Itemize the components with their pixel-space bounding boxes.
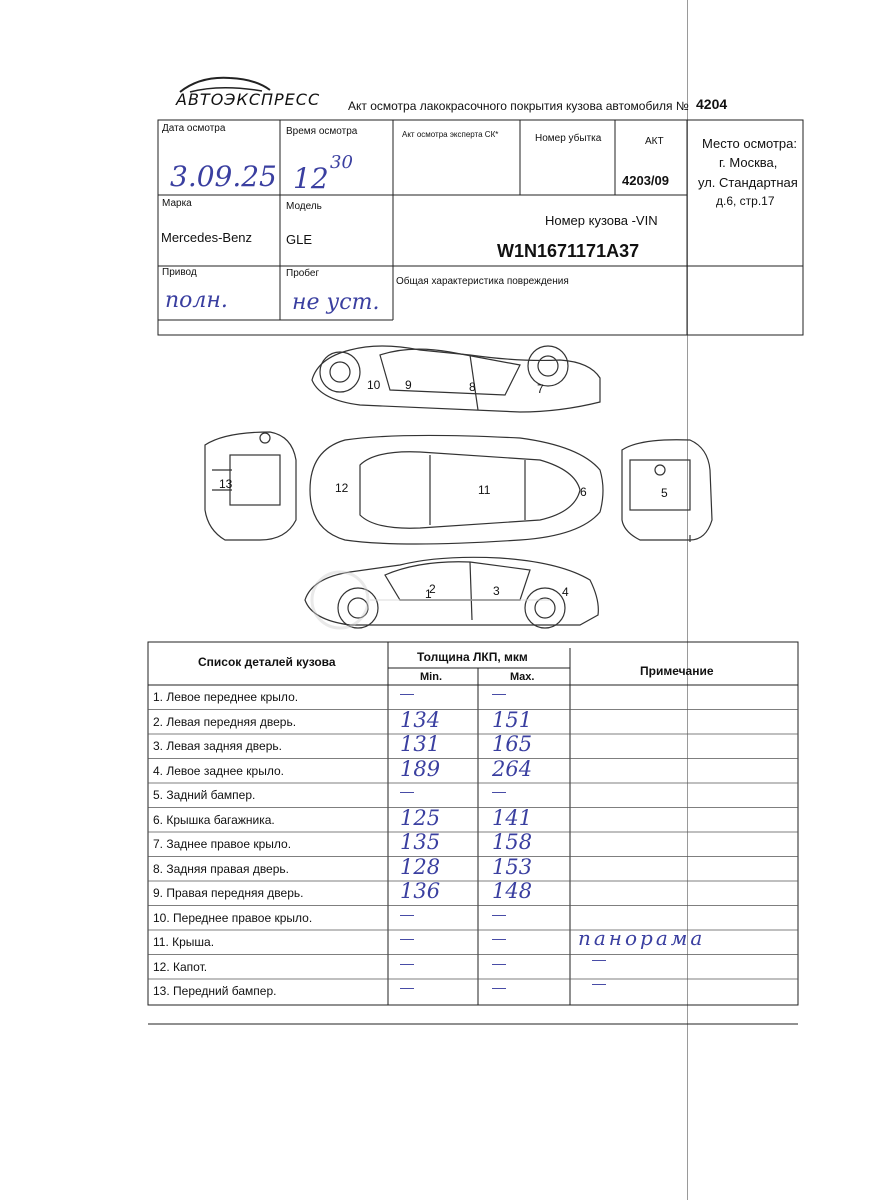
row-label-9: 9. Правая передняя дверь.	[153, 886, 304, 900]
max-column-header: Max.	[510, 671, 535, 683]
panel-number-9: 9	[405, 378, 412, 392]
watermark-logo-icon	[300, 555, 560, 645]
row-max-13: —	[492, 979, 506, 995]
min-column-header: Min.	[420, 671, 442, 683]
row-max-5: —	[492, 783, 506, 799]
thickness-column-header: Толщина ЛКП, мкм	[417, 650, 528, 664]
row-max-8: 153	[492, 854, 533, 879]
row-min-11: —	[400, 930, 414, 946]
row-label-13: 13. Передний бампер.	[153, 984, 277, 998]
time-hour: 12	[293, 162, 329, 195]
mileage-value: не уст.	[292, 290, 380, 315]
row-min-4: 189	[400, 756, 441, 781]
panel-number-13: 13	[219, 477, 233, 491]
document-title: Акт осмотра лакокрасочного покрытия кузова автомобиля №	[348, 99, 689, 113]
row-min-9: 136	[400, 879, 441, 903]
act-value: 4203/09	[622, 173, 669, 188]
row-min-13: —	[400, 979, 414, 995]
model-label: Модель	[286, 201, 322, 212]
vin-value: W1N1671171A37	[497, 241, 640, 261]
row-label-6: 6. Крышка багажника.	[153, 812, 275, 827]
row-max-12: —	[492, 954, 506, 971]
document-number: 4204	[696, 96, 728, 112]
damage-label: Общая характеристика повреждения	[396, 276, 569, 287]
row-max-4: 264	[492, 756, 533, 781]
panel-number-5: 5	[661, 486, 668, 500]
row-max-11: —	[492, 930, 506, 946]
row-max-3: 165	[492, 732, 533, 756]
panel-number-2: 2	[429, 582, 436, 596]
row-min-2: 134	[400, 707, 441, 732]
act-label: АКТ	[645, 136, 664, 147]
panel-number-8: 8	[469, 380, 476, 394]
row-min-8: 128	[400, 854, 441, 879]
row-max-9: 148	[492, 879, 533, 903]
row-min-3: 131	[400, 732, 441, 756]
loss-number-label: Номер убытка	[535, 133, 602, 144]
row-label-2: 2. Левая передняя дверь.	[153, 714, 297, 729]
row-label-4: 4. Левое заднее крыло.	[153, 763, 284, 778]
brand-value: Mercedes-Benz	[161, 230, 253, 245]
row-label-7: 7. Заднее правое крыло.	[153, 837, 292, 851]
row-label-1: 1. Левое переднее крыло.	[153, 690, 299, 704]
row-label-8: 8. Задняя правая дверь.	[153, 861, 289, 876]
row-label-10: 10. Переднее правое крыло.	[153, 910, 313, 925]
drive-value: полн.	[165, 288, 228, 313]
place-line-3: д.6, стр.17	[716, 194, 775, 208]
expert-act-label: Акт осмотра эксперта СК*	[402, 130, 499, 139]
row-note-13: —	[592, 975, 606, 991]
row-min-1: —	[400, 685, 414, 701]
time-label: Время осмотра	[286, 126, 358, 137]
date-value: 3.09.25	[170, 160, 277, 193]
mileage-label: Пробег	[286, 268, 320, 279]
model-value: GLE	[286, 232, 313, 247]
row-max-10: —	[492, 905, 506, 922]
row-note-12: —	[592, 950, 606, 967]
row-label-12: 12. Капот.	[153, 959, 208, 974]
row-label-5: 5. Задний бампер.	[153, 788, 256, 802]
parts-column-header: Список деталей кузова	[198, 655, 336, 669]
place-line-1: г. Москва,	[719, 155, 778, 170]
row-min-6: 125	[400, 805, 441, 830]
panel-number-6: 6	[580, 485, 587, 499]
row-min-7: 135	[400, 830, 441, 854]
drive-label: Привод	[162, 267, 197, 278]
row-min-12: —	[400, 954, 414, 971]
row-label-3: 3. Левая задняя дверь.	[153, 739, 282, 753]
row-max-6: 141	[492, 805, 533, 830]
row-min-5: —	[400, 783, 414, 799]
date-label: Дата осмотра	[162, 123, 226, 134]
panel-number-1: 1	[425, 587, 432, 601]
place-line-2: ул. Стандартная	[698, 175, 798, 190]
panel-number-4: 4	[562, 585, 569, 599]
row-min-10: —	[400, 905, 414, 922]
brand-label: Марка	[162, 198, 192, 209]
row-label-11: 11. Крыша.	[153, 935, 215, 949]
row-max-7: 158	[492, 830, 533, 854]
row-max-2: 151	[492, 707, 533, 732]
watermark	[300, 555, 560, 645]
panel-number-7: 7	[537, 382, 544, 396]
panel-number-10: 10	[367, 378, 381, 392]
panel-number-3: 3	[493, 584, 500, 598]
panel-number-12: 12	[335, 481, 349, 495]
logo-text: АВТОЭКСПРЕСС	[176, 90, 321, 109]
row-note-11: панорама	[578, 926, 706, 950]
note-column-header: Примечание	[640, 664, 714, 678]
row-max-1: —	[492, 685, 506, 701]
place-label: Место осмотра:	[702, 136, 797, 151]
vin-label: Номер кузова -VIN	[545, 213, 658, 228]
panel-number-11: 11	[478, 483, 491, 497]
time-minute: 30	[330, 152, 353, 173]
